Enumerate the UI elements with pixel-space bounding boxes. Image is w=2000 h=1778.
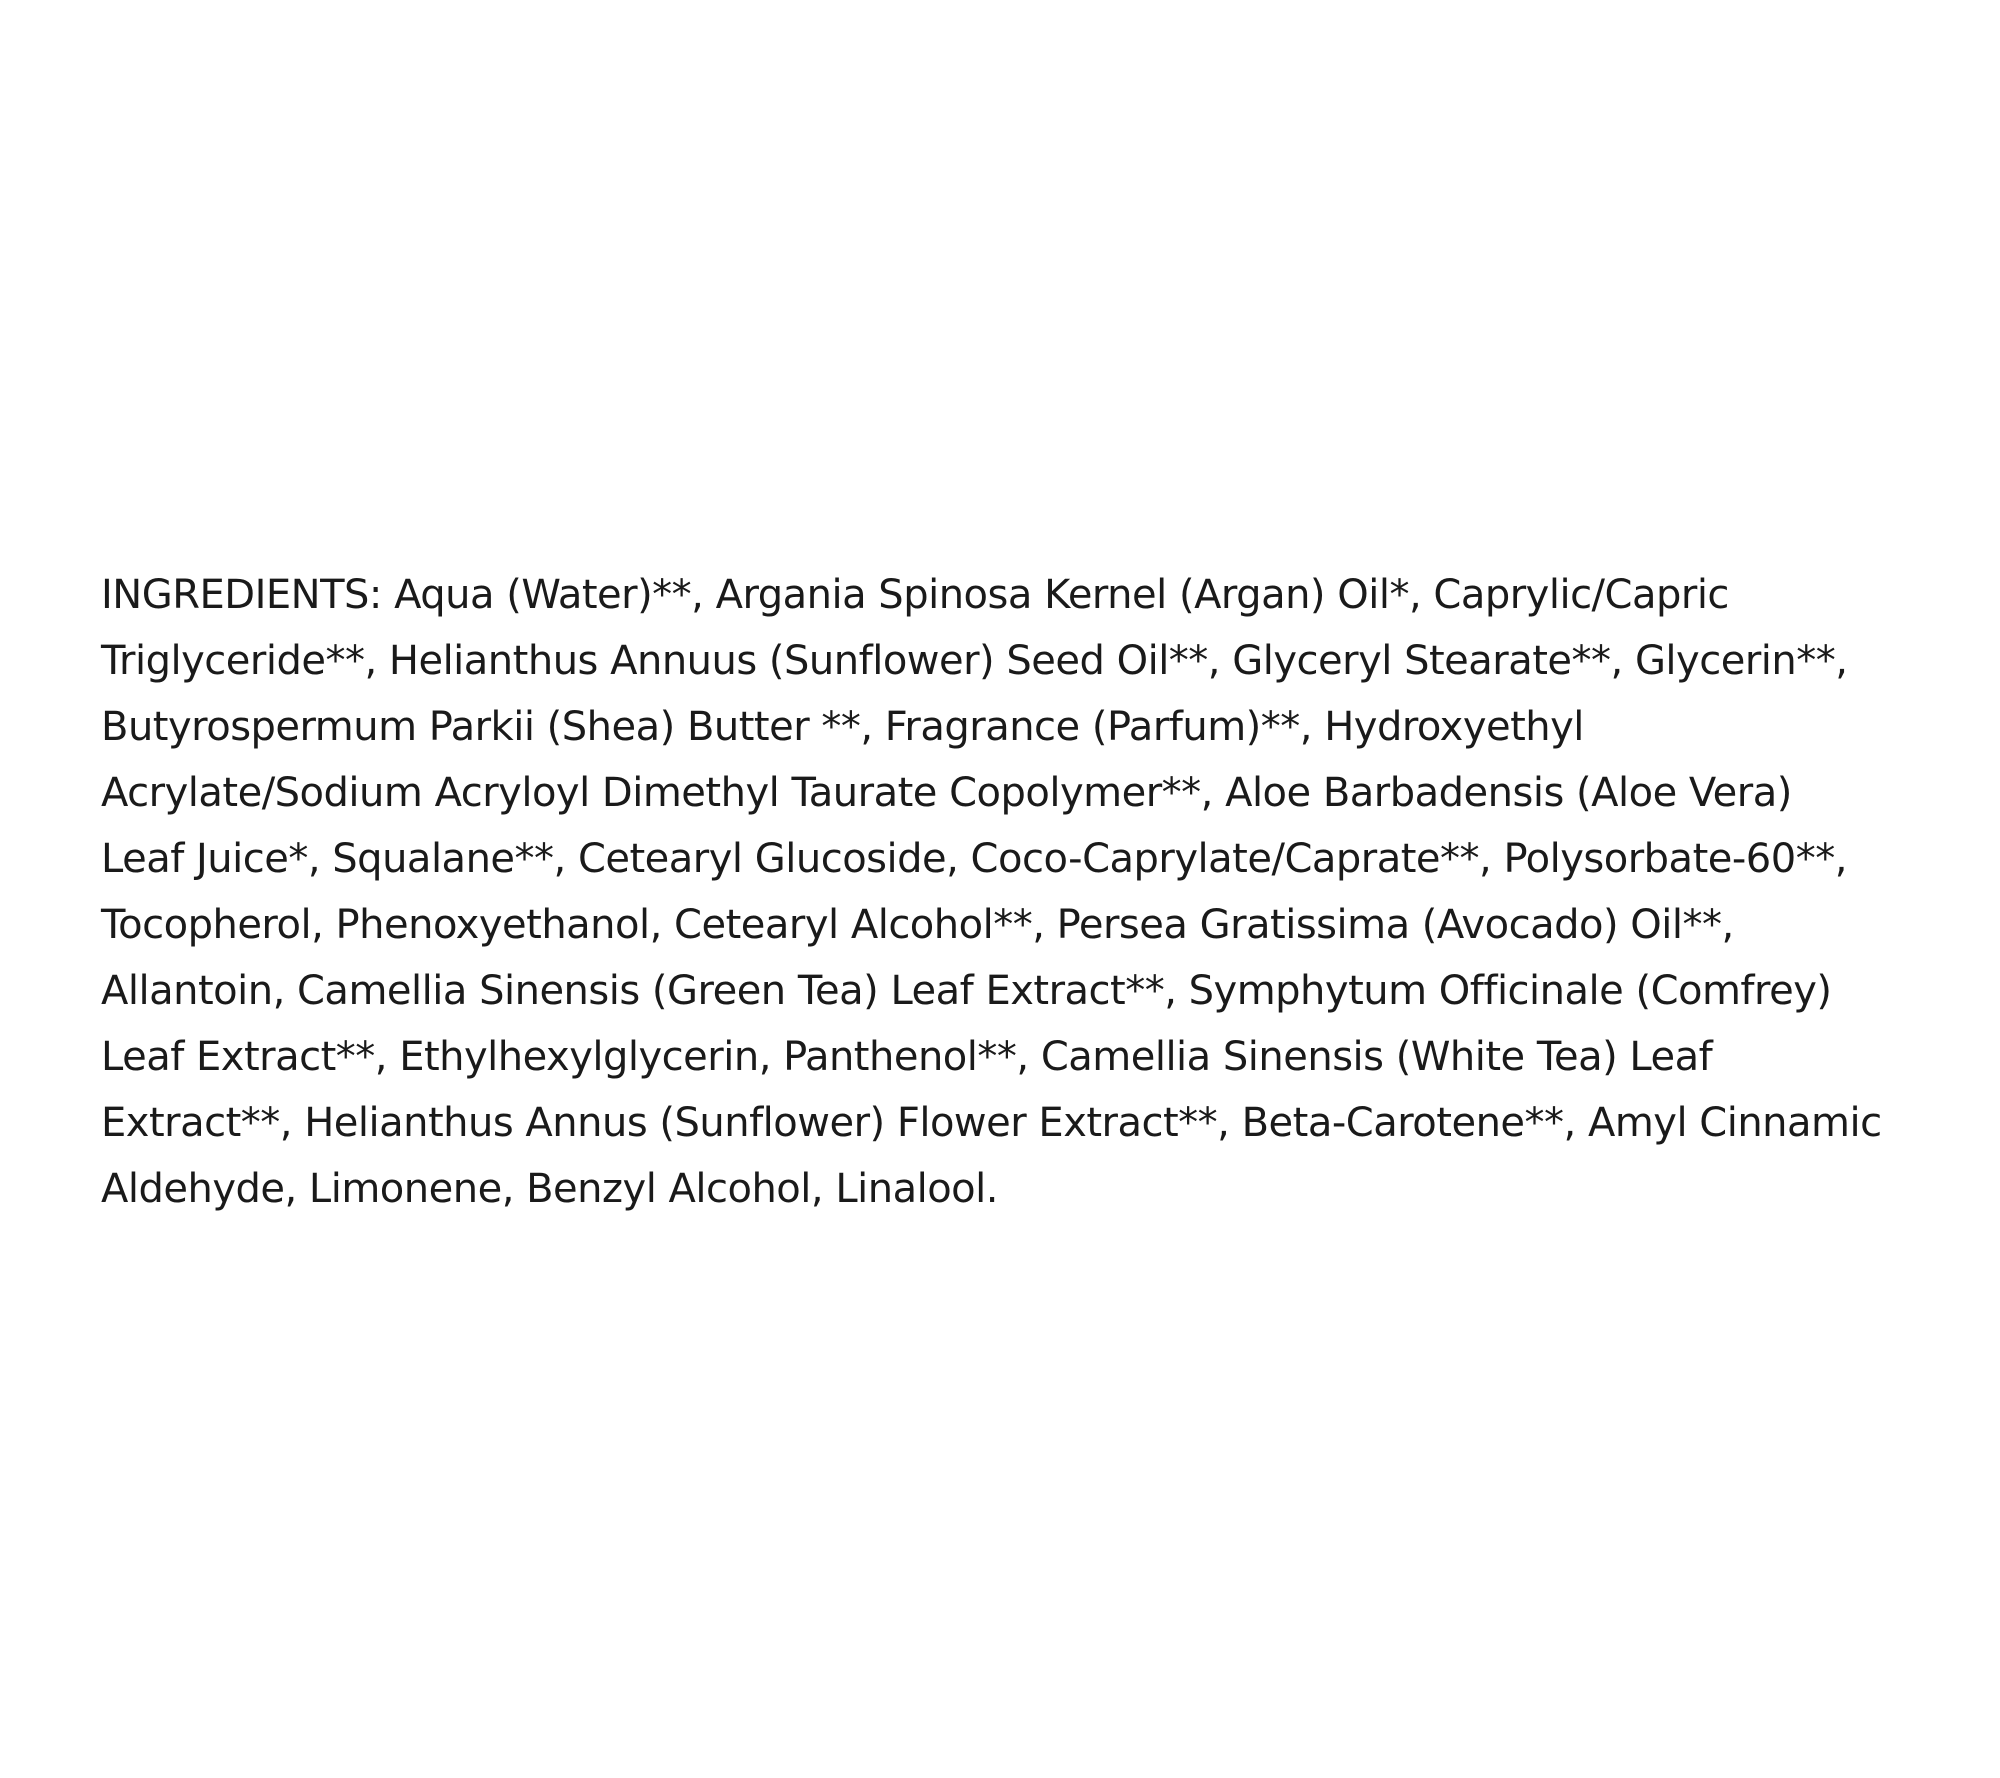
ingredients-line: Butyrospermum Parkii (Shea) Butter **, Fragrance (Parfum)**, Hydroxyethyl: [101, 704, 1584, 750]
ingredients-line: Triglyceride**, Helianthus Annuus (Sunflower) Seed Oil**, Glyceryl Stearate**, Glycerin**,: [101, 638, 1848, 684]
ingredients-line: Extract**, Helianthus Annus (Sunflower) Flower Extract**, Beta-Carotene**, Amyl Cinnamic: [101, 1100, 1882, 1146]
ingredients-line: Leaf Juice*, Squalane**, Cetearyl Glucoside, Coco-Caprylate/Caprate**, Polysorbate-60**,: [101, 836, 1847, 882]
ingredients-line: Tocopherol, Phenoxyethanol, Cetearyl Alcohol**, Persea Gratissima (Avocado) Oil**,: [101, 902, 1734, 948]
ingredients-list: [101, 562, 1971, 1222]
ingredients-line: Allantoin, Camellia Sinensis (Green Tea) Leaf Extract**, Symphytum Officinale (Comfrey): [101, 968, 1832, 1014]
ingredients-line: Acrylate/Sodium Acryloyl Dimethyl Taurate Copolymer**, Aloe Barbadensis (Aloe Vera): [101, 770, 1792, 816]
ingredients-line: INGREDIENTS: Aqua (Water)**, Argania Spinosa Kernel (Argan) Oil*, Caprylic/Capric: [101, 572, 1729, 618]
ingredients-line: Leaf Extract**, Ethylhexylglycerin, Panthenol**, Camellia Sinensis (White Tea) Leaf: [101, 1034, 1713, 1080]
ingredients-line: Aldehyde, Limonene, Benzyl Alcohol, Linalool.: [101, 1166, 998, 1212]
